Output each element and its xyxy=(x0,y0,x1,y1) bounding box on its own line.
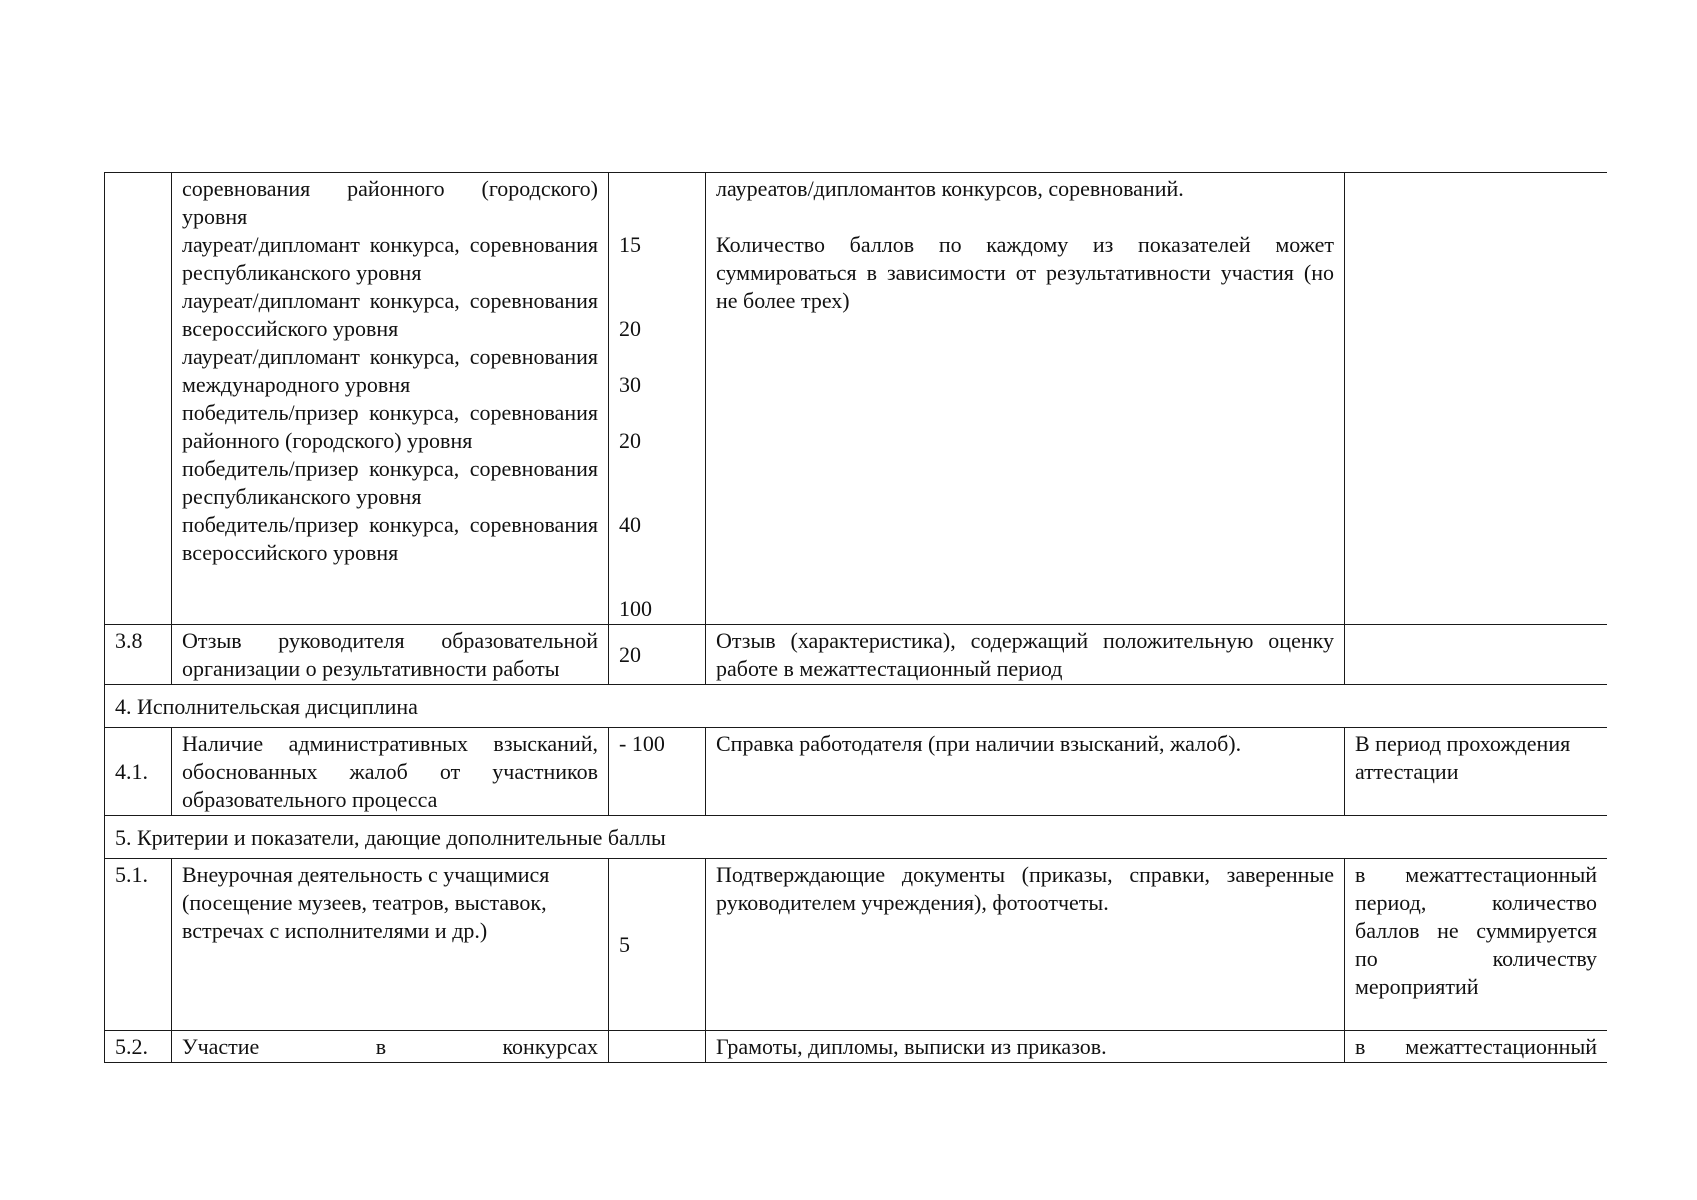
criterion-item: победитель/призер конкурса, соревнования всероссийского уровня xyxy=(182,512,598,565)
criterion-text: Внеурочная деятельность с учащимися (посещение музеев, театров, выставок, встречах с исполнителями и др.) xyxy=(172,859,609,1031)
document-text: Грамоты, дипломы, выписки из приказов. xyxy=(706,1031,1345,1063)
criterion-text: Отзыв руководителя образовательной организации о результативности работы xyxy=(172,625,609,685)
criterion-item: победитель/призер конкурса, соревнования республиканского уровня xyxy=(182,456,598,509)
points-value: 20 xyxy=(609,625,706,685)
points-value: 30 xyxy=(619,372,641,397)
criterion-text: Участие в конкурсах xyxy=(172,1031,609,1063)
note-cell xyxy=(1345,173,1608,625)
note-cell xyxy=(1345,625,1608,685)
points-value xyxy=(609,1031,706,1063)
section-header-row xyxy=(105,685,1608,728)
row-number: 5.2. xyxy=(105,1031,172,1063)
points-value: 5 xyxy=(609,859,706,1031)
table-row-5-1 xyxy=(105,859,1608,1031)
section-header-row xyxy=(105,816,1608,859)
criteria-table xyxy=(104,172,1607,1063)
note-text: В период прохождения аттестации xyxy=(1345,728,1608,816)
points-value: 20 xyxy=(619,428,641,453)
criterion-item: победитель/призер конкурса, соревнования районного (городского) уровня xyxy=(182,400,598,453)
points-cell xyxy=(609,173,706,625)
criterion-item: соревнования районного (городского) уровня xyxy=(182,176,598,229)
section-title: 4. Исполнительская дисциплина xyxy=(105,685,1608,728)
points-value: - 100 xyxy=(609,728,706,816)
points-value: 40 xyxy=(619,512,641,537)
criterion-item: лауреат/дипломант конкурса, соревнования всероссийского уровня xyxy=(182,288,598,341)
row-number: 5.1. xyxy=(105,859,172,1031)
document-text: Справка работодателя (при наличии взысканий, жалоб). xyxy=(706,728,1345,816)
criterion-item: лауреат/дипломант конкурса, соревнования республиканского уровня xyxy=(182,232,598,285)
document-text: лауреатов/дипломантов конкурсов, соревнований. xyxy=(716,176,1184,201)
document-text: Количество баллов по каждому из показателей может суммироваться в зависимости от результативности участия (но не более трех) xyxy=(716,232,1334,313)
table-row-3-7-continued xyxy=(105,173,1608,625)
table-row-3-8 xyxy=(105,625,1608,685)
note-text: в межаттестационный период, количество баллов не суммируется по количеству мероприятий xyxy=(1345,859,1608,1031)
table-row-4-1 xyxy=(105,728,1608,816)
points-value: 15 xyxy=(619,232,641,257)
points-value: 20 xyxy=(619,316,641,341)
section-title: 5. Критерии и показатели, дающие дополнительные баллы xyxy=(105,816,1608,859)
document-text: Отзыв (характеристика), содержащий положительную оценку работе в межаттестационный период xyxy=(706,625,1345,685)
document-text: Подтверждающие документы (приказы, справки, заверенные руководителем учреждения), фотоотчеты. xyxy=(706,859,1345,1031)
criterion-item: лауреат/дипломант конкурса, соревнования международного уровня xyxy=(182,344,598,397)
criterion-cell xyxy=(172,173,609,625)
points-value: 100 xyxy=(619,596,652,621)
criterion-text: Наличие административных взысканий, обоснованных жалоб от участников образовательного процесса xyxy=(172,728,609,816)
table-row-5-2 xyxy=(105,1031,1608,1063)
document-cell xyxy=(706,173,1345,625)
document-page xyxy=(104,172,1607,1105)
note-text: в межаттестационный xyxy=(1345,1031,1608,1063)
row-number: 4.1. xyxy=(105,728,172,816)
row-number: 3.8 xyxy=(105,625,172,685)
row-number-cell xyxy=(105,173,172,625)
